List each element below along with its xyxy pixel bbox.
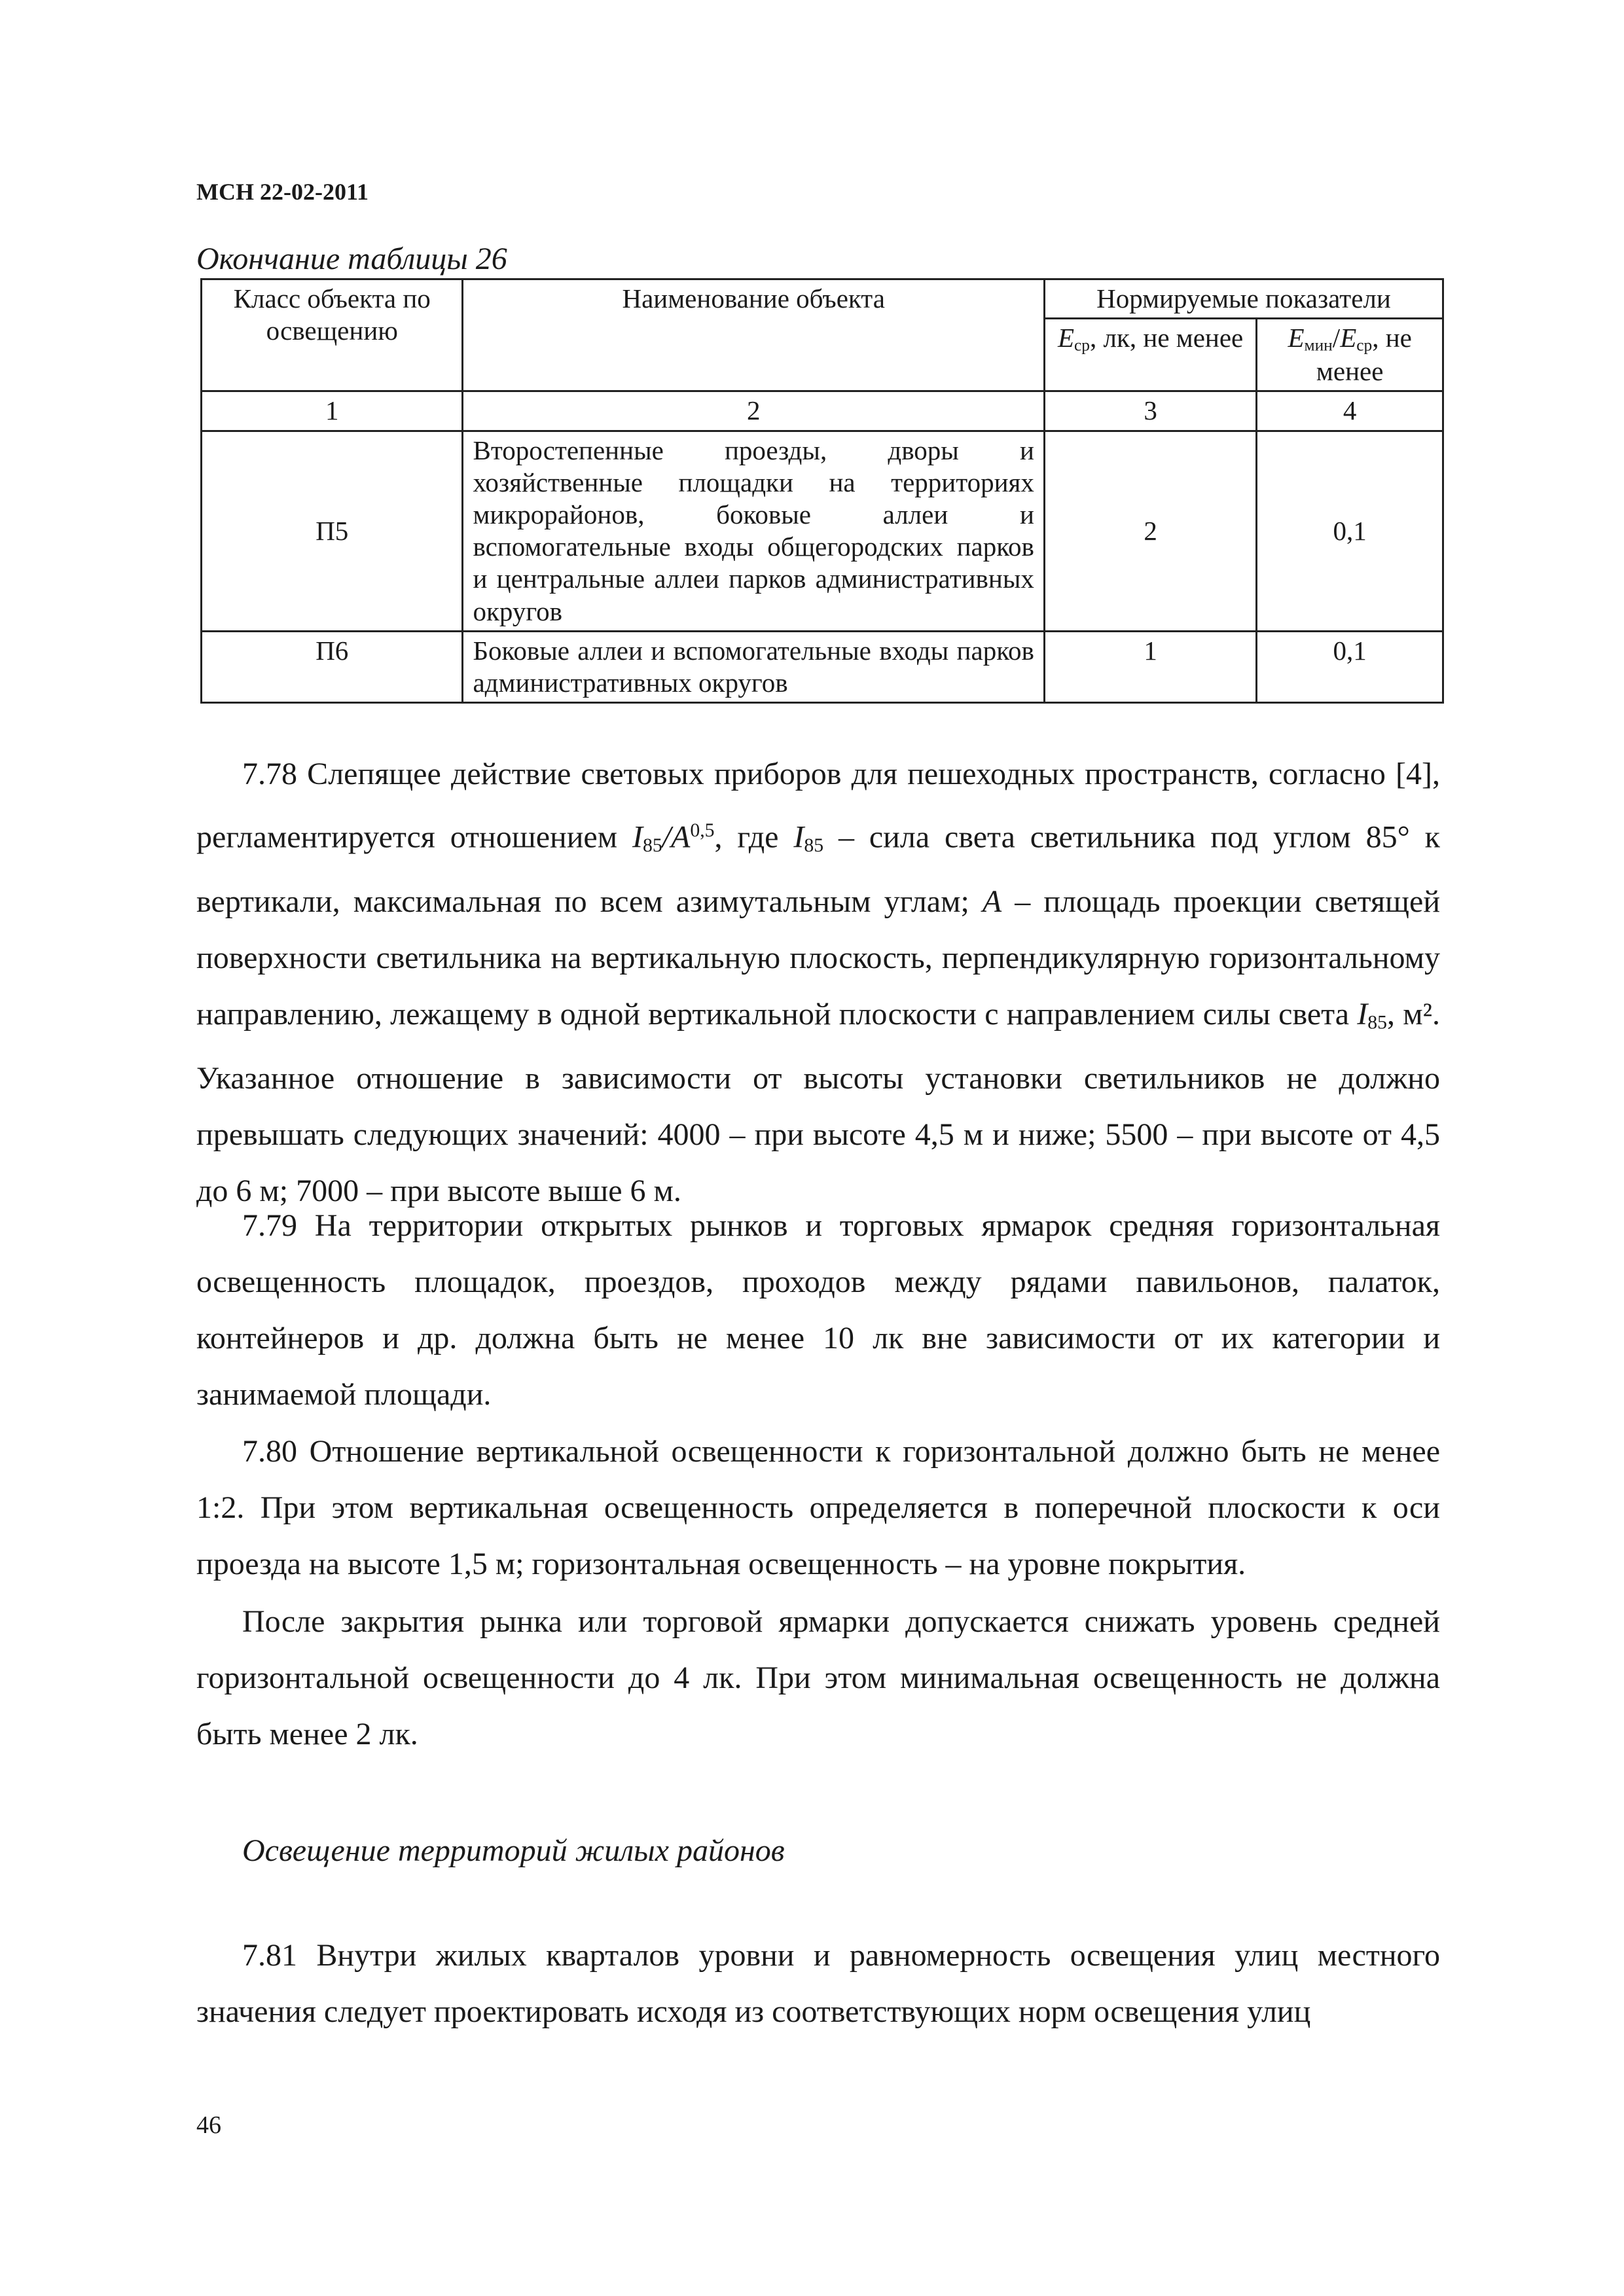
row-e-avg: 1 <box>1044 631 1256 702</box>
document-code: МСН 22-02-2011 <box>196 179 369 205</box>
header-norms: Нормируемые показатели <box>1044 279 1443 319</box>
table-header-row <box>202 279 1443 319</box>
page-number: 46 <box>196 2111 221 2139</box>
row-class: П6 <box>202 631 463 702</box>
table-row <box>202 631 1443 702</box>
row-e-avg: 2 <box>1044 431 1256 631</box>
paragraph-7-81: 7.81 Внутри жилых кварталов уровни и равномерность освещения улиц местного значения следует проектировать исходя из соответствующих норм освещения улиц <box>196 1938 1440 2029</box>
column-number: 1 <box>202 391 463 431</box>
section-heading: Освещение территорий жилых районов <box>242 1833 785 1868</box>
paragraph-7-80: 7.80 Отношение вертикальной освещенности к горизонтальной должно быть не менее 1:2. При этом вертикальная освещенность определяется в поперечной плоскости к оси проезда на высоте 1,5 м; горизонтальная освещенность – на уровне покрытия. <box>196 1434 1440 1581</box>
column-number: 3 <box>1044 391 1256 431</box>
column-number: 2 <box>463 391 1044 431</box>
header-e-ratio: $E_{мин}/E_{ср}$, не менее <box>1257 319 1443 391</box>
table-row <box>202 431 1443 631</box>
row-e-ratio: 0,1 <box>1257 431 1443 631</box>
row-e-ratio: 0,1 <box>1257 631 1443 702</box>
paragraph-7-78: 7.78 Слепящее действие световых приборов для пешеходных пространств, согласно [4], регламентируется отношением $I_{85}/A^{0,5}$, где $I_{85}$ – сила света светильника под углом 85° к вертикали, максимальная по всем азимутальным углам; A – площадь проекции светящей поверхности светильника на вертикальную плоскость, перпендикулярную горизонтальному направлению, лежащему в одной вертикальной плоскости с направлением силы света $I_{85}$, м². Указанное отношение в зависимости от высоты установки светильников не должно превышать следующих значений: 4000 – при высоте 4,5 м и ниже; 5500 – при высоте от 4,5 до 6 м; 7000 – при высоте выше 6 м. <box>196 757 1441 1209</box>
illumination-norms-table <box>200 278 1444 704</box>
paragraph-7-80-continuation: После закрытия рынка или торговой ярмарки допускается снижать уровень средней горизонтальной освещенности до 4 лк. При этом минимальная освещенность не должна быть менее 2 лк. <box>196 1604 1440 1751</box>
table-caption: Окончание таблицы 26 <box>196 242 507 276</box>
paragraph-7-79: 7.79 На территории открытых рынков и торговых ярмарок средняя горизонтальная освещенность площадок, проездов, проходов между рядами павильонов, палаток, контейнеров и др. должна быть не менее 10 лк вне зависимости от их категории и занимаемой площади. <box>196 1208 1440 1412</box>
header-e-avg: $E_{ср}$, лк, не менее <box>1044 319 1256 391</box>
row-class: П5 <box>202 431 463 631</box>
row-object-name: Боковые аллеи и вспомогательные входы парков административных округов <box>463 631 1044 702</box>
column-number: 4 <box>1257 391 1443 431</box>
header-object-name: Наименование объекта <box>463 279 1044 391</box>
row-object-name: Второстепенные проезды, дворы и хозяйственные площадки на территориях микрорайонов, боковые аллеи и вспомогательные входы общегородских парков и центральные аллеи парков административных округов <box>463 431 1044 631</box>
column-number-row <box>202 391 1443 431</box>
header-class: Класс объекта по освещению <box>202 279 463 391</box>
